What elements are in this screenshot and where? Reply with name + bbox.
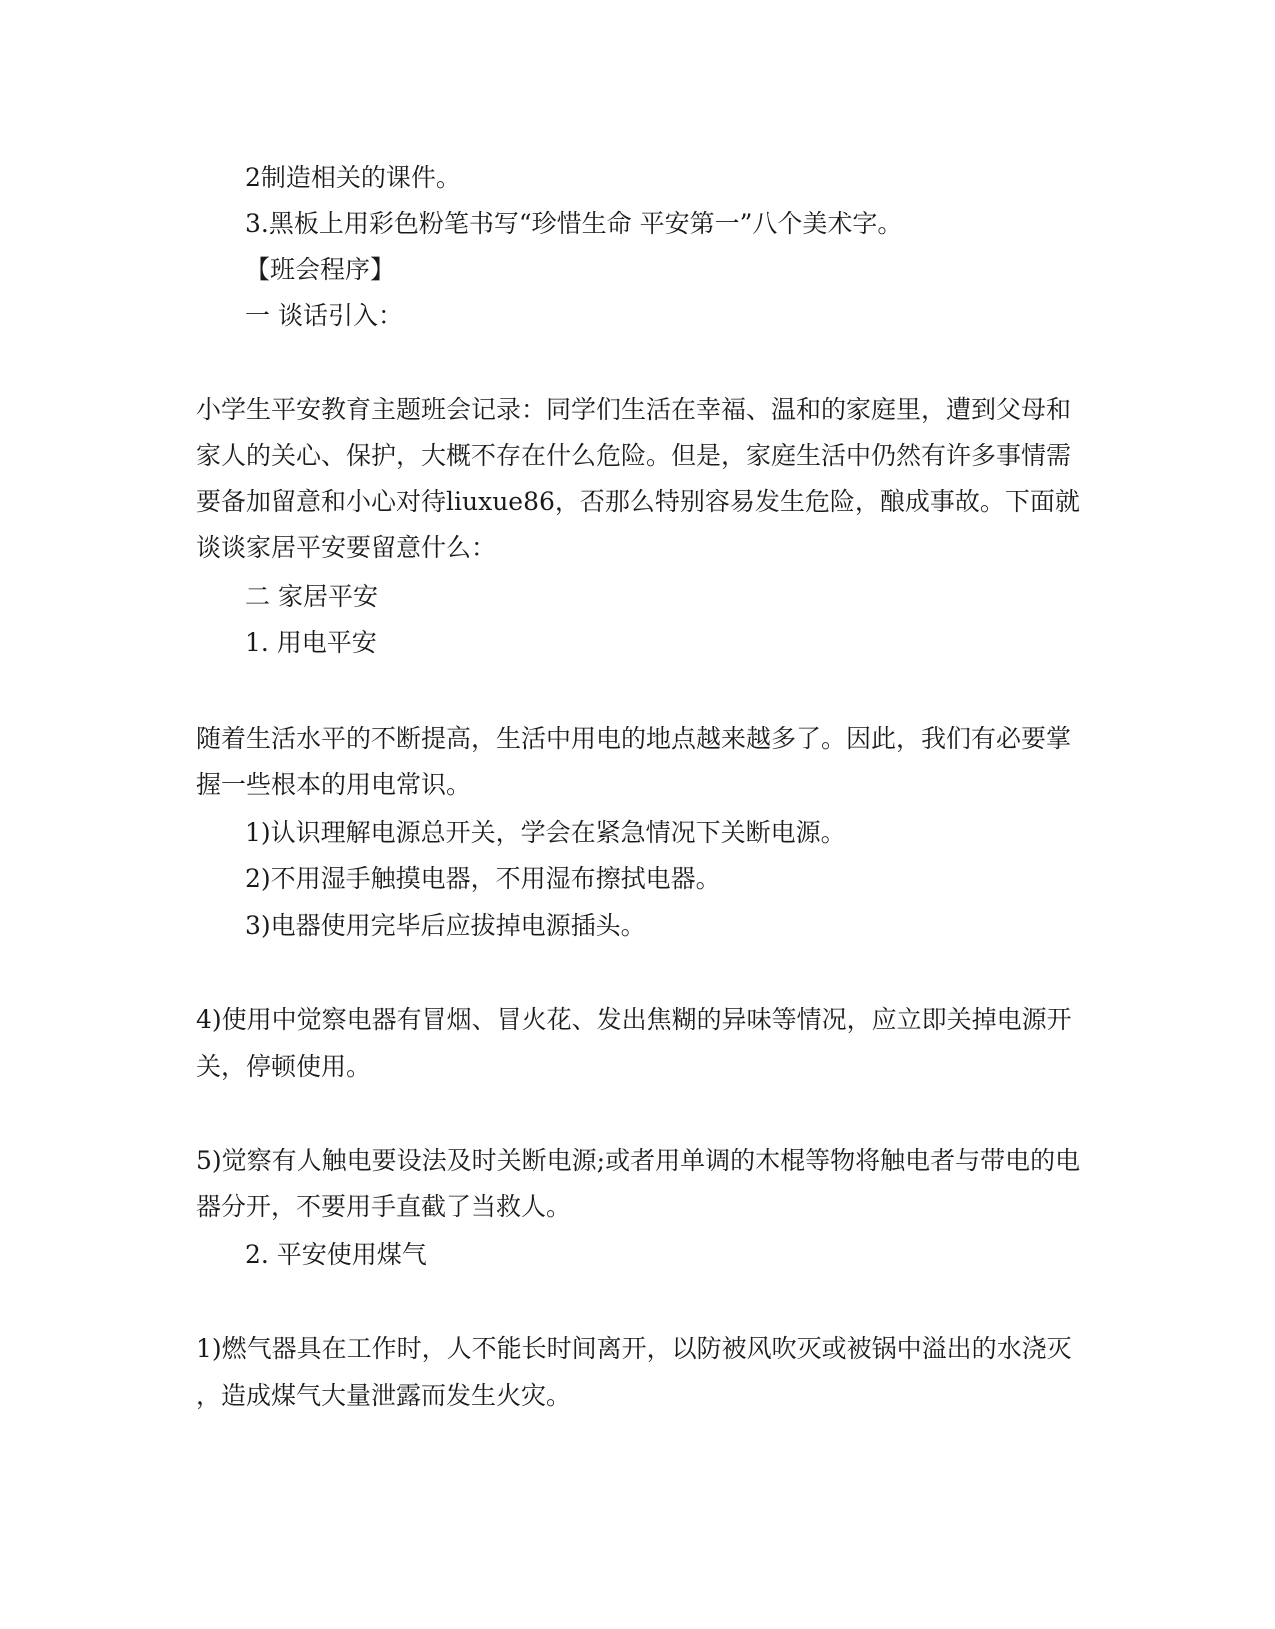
intro-paragraph-line-3: 要备加留意和小心对待liuxue86，否那么特别容易发生危险，酿成事故。下面就 [196,487,1080,516]
intro-paragraph-line-1: 小学生平安教育主题班会记录：同学们生活在幸福、温和的家庭里，遭到父母和 [196,395,1072,424]
electric-item-4-line-1: 4)使用中觉察电器有冒烟、冒火花、发出焦糊的异味等情况，应立即关掉电源开 [196,1005,1072,1034]
electric-item-3: 3)电器使用完毕后应拔掉电源插头。 [245,911,646,940]
intro-paragraph-line-4: 谈谈家居平安要留意什么： [196,533,497,562]
electric-intro-line-1: 随着生活水平的不断提高，生活中用电的地点越来越多了。因此，我们有必要掌 [196,724,1072,753]
part1-heading: 一 谈话引入： [245,301,403,330]
part2-heading: 二 家居平安 [245,582,378,611]
gas-item-1-line-2: ，造成煤气大量泄露而发生火灾。 [196,1381,572,1410]
electric-item-2: 2)不用湿手触摸电器，不用湿布擦拭电器。 [245,864,721,893]
intro-paragraph-line-2: 家人的关心、保护，大概不存在什么危险。但是，家庭生活中仍然有许多事情需 [196,441,1072,470]
sub2-heading: 2. 平安使用煤气 [245,1240,427,1269]
prep-item-3: 3.黑板上用彩色粉笔书写“珍惜生命 平安第一”八个美术字。 [245,209,903,238]
sub1-heading: 1. 用电平安 [245,628,377,657]
gas-item-1-line-1: 1)燃气器具在工作时，人不能长时间离开，以防被风吹灭或被锅中溢出的水浇灭 [196,1334,1072,1363]
electric-item-5-line-2: 器分开，不要用手直截了当救人。 [196,1192,572,1221]
prep-item-2: 2制造相关的课件。 [245,163,461,192]
electric-item-5-line-1: 5)觉察有人触电要设法及时关断电源;或者用单调的木棍等物将触电者与带电的电 [196,1146,1081,1175]
electric-item-1: 1)认识理解电源总开关，学会在紧急情况下关断电源。 [245,818,846,847]
section-procedure-heading: 【班会程序】 [245,255,396,284]
electric-item-4-line-2: 关，停顿使用。 [196,1052,372,1081]
electric-intro-line-2: 握一些根本的用电常识。 [196,770,472,799]
